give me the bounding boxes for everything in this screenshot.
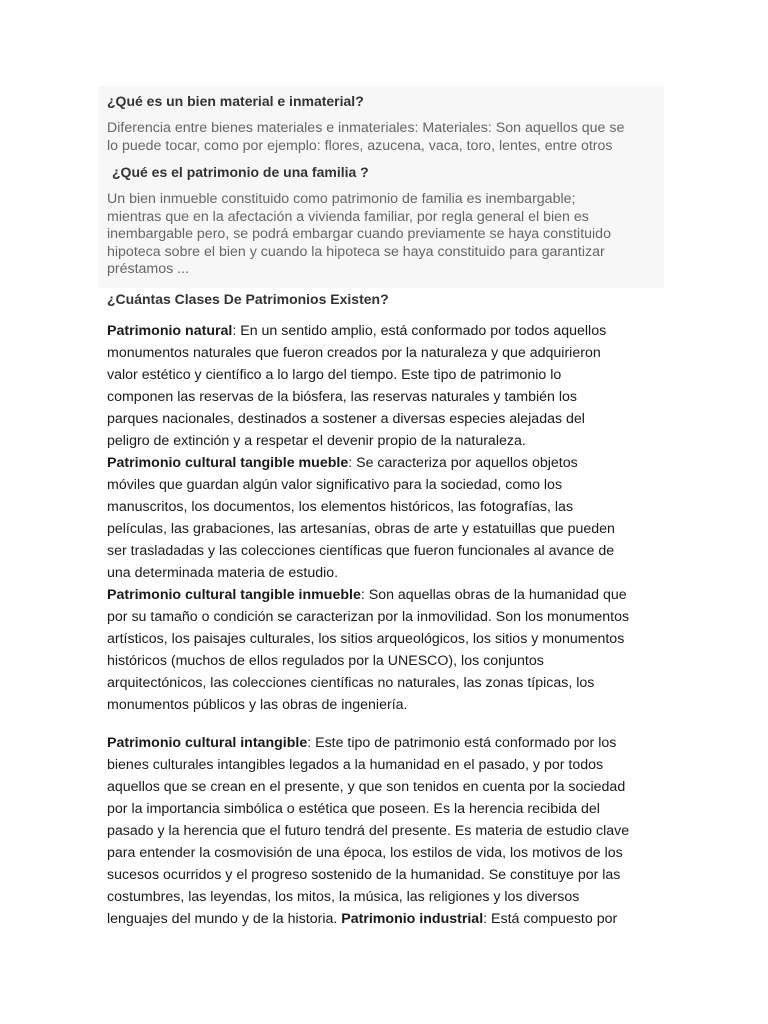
term-definition: : Se caracteriza por aquellos objetos — [348, 455, 578, 471]
text-line: lo puede tocar, como por ejemplo: flores, azucena, vaca, toro, lentes, entre otros — [107, 137, 613, 154]
term-definition: : Son aquellas obras de la humanidad que — [360, 587, 627, 603]
text-line — [107, 908, 629, 930]
text-line: Diferencia entre bienes materiales e inmateriales: Materiales: Son aquellos que se — [107, 120, 625, 136]
text-line: componen las reservas de la biósfera, las reservas naturales y también los — [107, 389, 577, 405]
term-definition: : Está compuesto por — [483, 911, 618, 927]
text-line: valor estético y científico a lo largo del tiempo. Este tipo de patrimonio lo — [107, 367, 562, 383]
term-definition: : Este tipo de patrimonio está conformado por los — [307, 735, 617, 751]
text-line — [107, 584, 629, 606]
question-heading: ¿Cuántas Clases De Patrimonios Existen? — [107, 291, 389, 307]
term-label: Patrimonio cultural tangible inmueble — [107, 587, 361, 603]
text-line: ser trasladadas y las colecciones científicas que fueron funcionales al avance de — [107, 543, 615, 559]
text-line: por su tamaño o condición se caracterizan por la inmovilidad. Son los monumentos — [107, 609, 630, 625]
text-line: peligro de extinción y a respetar el devenir propio de la naturaleza. — [107, 433, 526, 449]
answer-snippet — [107, 191, 611, 279]
body-paragraph — [107, 320, 629, 716]
text-line: manuscritos, los documentos, los elementos históricos, las fotografías, las — [107, 499, 574, 515]
text-line: costumbres, las leyendas, los mitos, la música, las religiones y los diversos — [107, 889, 580, 905]
text-line: películas, las grabaciones, las artesanías, obras de arte y estatuillas que pueden — [107, 521, 615, 537]
text-line: parques nacionales, destinados a sostener a diversas especies alejadas del — [107, 411, 585, 427]
text-line: una determinada materia de estudio. — [107, 565, 339, 581]
text-line: pasado y la herencia que el futuro tendrá del presente. Es materia de estudio clave — [107, 823, 630, 839]
text-line: inembargable pero, se podrá embargar cuando previamente se haya constituido — [107, 226, 611, 242]
text-line: para entender la cosmovisión de una época, los estilos de vida, los motivos de los — [107, 845, 623, 861]
term-label: Patrimonio natural — [107, 323, 233, 339]
question-heading: ¿Qué es un bien material e inmaterial? — [107, 93, 364, 109]
body-paragraph — [107, 732, 629, 930]
text-line: arquitectónicos, las colecciones científicas no naturales, las zonas típicas, los — [107, 675, 595, 691]
term-label: Patrimonio cultural intangible — [107, 735, 308, 751]
term-definition: lenguajes del mundo y de la historia. — [107, 911, 342, 927]
text-line: monumentos públicos y las obras de ingeniería. — [107, 697, 408, 713]
text-line — [107, 452, 629, 474]
text-line: por la importancia simbólica o estética que poseen. Es la herencia recibida del — [107, 801, 600, 817]
text-line: móviles que guardan algún valor significativo para la sociedad, como los — [107, 477, 563, 493]
term-label: Patrimonio industrial — [341, 911, 484, 927]
text-line: préstamos ... — [107, 261, 190, 277]
text-line — [107, 320, 629, 342]
text-line — [107, 732, 629, 754]
text-line: monumentos naturales que fueron creados por la naturaleza y que adquirieron — [107, 345, 601, 361]
text-line: sucesos ocurridos y el progreso sostenido de la humanidad. Se constituye por las — [107, 867, 621, 883]
text-line: bienes culturales intangibles legados a la humanidad en el pasado, y por todos — [107, 757, 604, 773]
text-line: mientras que en la afectación a vivienda familiar, por regla general el bien es — [107, 208, 589, 225]
text-line: artísticos, los paisajes culturales, los sitios arqueológicos, los sitios y monumentos — [107, 631, 625, 647]
text-line: históricos (muchos de ellos regulados por la UNESCO), los conjuntos — [107, 653, 544, 669]
question-heading: ¿Qué es el patrimonio de una familia ? — [112, 164, 369, 180]
answer-snippet — [107, 120, 624, 155]
text-line: Un bien inmueble constituido como patrimonio de familia es inembargable; — [107, 191, 576, 207]
text-line: hipoteca sobre el bien y cuando la hipoteca se haya constituido para garantizar — [107, 243, 605, 260]
term-label: Patrimonio cultural tangible mueble — [107, 455, 349, 471]
text-line: aquellos que se crean en el presente, y que son tenidos en cuenta por la sociedad — [107, 779, 626, 795]
term-definition: : En un sentido amplio, está conformado por todos aquellos — [232, 323, 607, 339]
